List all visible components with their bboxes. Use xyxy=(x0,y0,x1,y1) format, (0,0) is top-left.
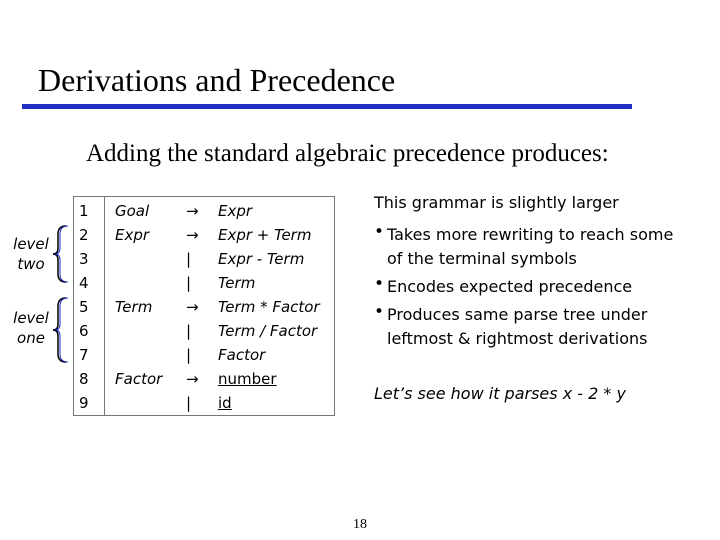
grammar-row xyxy=(74,247,334,271)
level-two-line2: two xyxy=(17,255,45,273)
grammar-arrow: | xyxy=(186,394,192,412)
grammar-arrow: | xyxy=(186,274,192,292)
level-two-line1: level xyxy=(13,235,49,253)
grammar-row xyxy=(74,343,334,367)
grammar-rhs: Term xyxy=(218,274,256,292)
grammar-arrow: → xyxy=(186,226,199,244)
grammar-rule-number: 2 xyxy=(79,226,89,244)
bullet-dot-icon: • xyxy=(374,274,385,294)
grammar-rhs: number xyxy=(218,370,277,388)
grammar-arrow: | xyxy=(186,250,192,268)
grammar-arrow: | xyxy=(186,346,192,364)
grammar-rhs: Term / Factor xyxy=(218,322,318,340)
grammar-rule-number: 5 xyxy=(79,298,89,316)
grammar-rule-number: 6 xyxy=(79,322,89,340)
bullet-dot-icon: • xyxy=(374,222,385,242)
grammar-rhs: Term * Factor xyxy=(218,298,320,316)
grammar-arrow: → xyxy=(186,298,199,316)
grammar-lhs: Term xyxy=(115,298,153,316)
grammar-row xyxy=(74,391,334,415)
grammar-row xyxy=(74,223,334,247)
level-one-label xyxy=(6,308,56,348)
parse-example-line: Let’s see how it parses x - 2 * y xyxy=(374,384,626,403)
title-underline xyxy=(22,104,632,109)
grammar-rule-number: 4 xyxy=(79,274,89,292)
level-one-line1: level xyxy=(13,309,49,327)
grammar-rule-number: 1 xyxy=(79,202,89,220)
note-bullet-text: Takes more rewriting to reach some of the terminal symbols xyxy=(387,225,674,268)
level-two-label xyxy=(6,234,56,274)
grammar-rule-number: 8 xyxy=(79,370,89,388)
grammar-row xyxy=(74,271,334,295)
grammar-rule-number: 7 xyxy=(79,346,89,364)
grammar-lhs: Expr xyxy=(115,226,150,244)
page-number: 18 xyxy=(353,517,367,532)
grammar-rhs: Expr xyxy=(218,202,253,220)
grammar-rhs: id xyxy=(218,394,232,412)
level-one-line2: one xyxy=(17,329,45,347)
grammar-arrow: | xyxy=(186,322,192,340)
slide-title: Derivations and Precedence xyxy=(38,62,396,98)
grammar-rhs: Expr - Term xyxy=(218,250,305,268)
grammar-rule-number: 9 xyxy=(79,394,89,412)
grammar-row xyxy=(74,367,334,391)
notes-heading: This grammar is slightly larger xyxy=(374,193,619,212)
note-bullet-text: Encodes expected precedence xyxy=(387,277,633,296)
grammar-lhs: Goal xyxy=(115,202,150,220)
grammar-row xyxy=(74,199,334,223)
grammar-row xyxy=(74,319,334,343)
note-bullet-text: Produces same parse tree under leftmost & rightmost derivations xyxy=(387,305,648,348)
grammar-lhs: Factor xyxy=(115,370,163,388)
grammar-arrow: → xyxy=(186,370,199,388)
grammar-rhs: Expr + Term xyxy=(218,226,312,244)
grammar-rhs: Factor xyxy=(218,346,266,364)
grammar-row xyxy=(74,295,334,319)
slide-subtitle: Adding the standard algebraic precedence produces: xyxy=(86,140,609,167)
grammar-table xyxy=(73,196,335,416)
grammar-arrow: → xyxy=(186,202,199,220)
grammar-rule-number: 3 xyxy=(79,250,89,268)
bullet-dot-icon: • xyxy=(374,302,385,322)
